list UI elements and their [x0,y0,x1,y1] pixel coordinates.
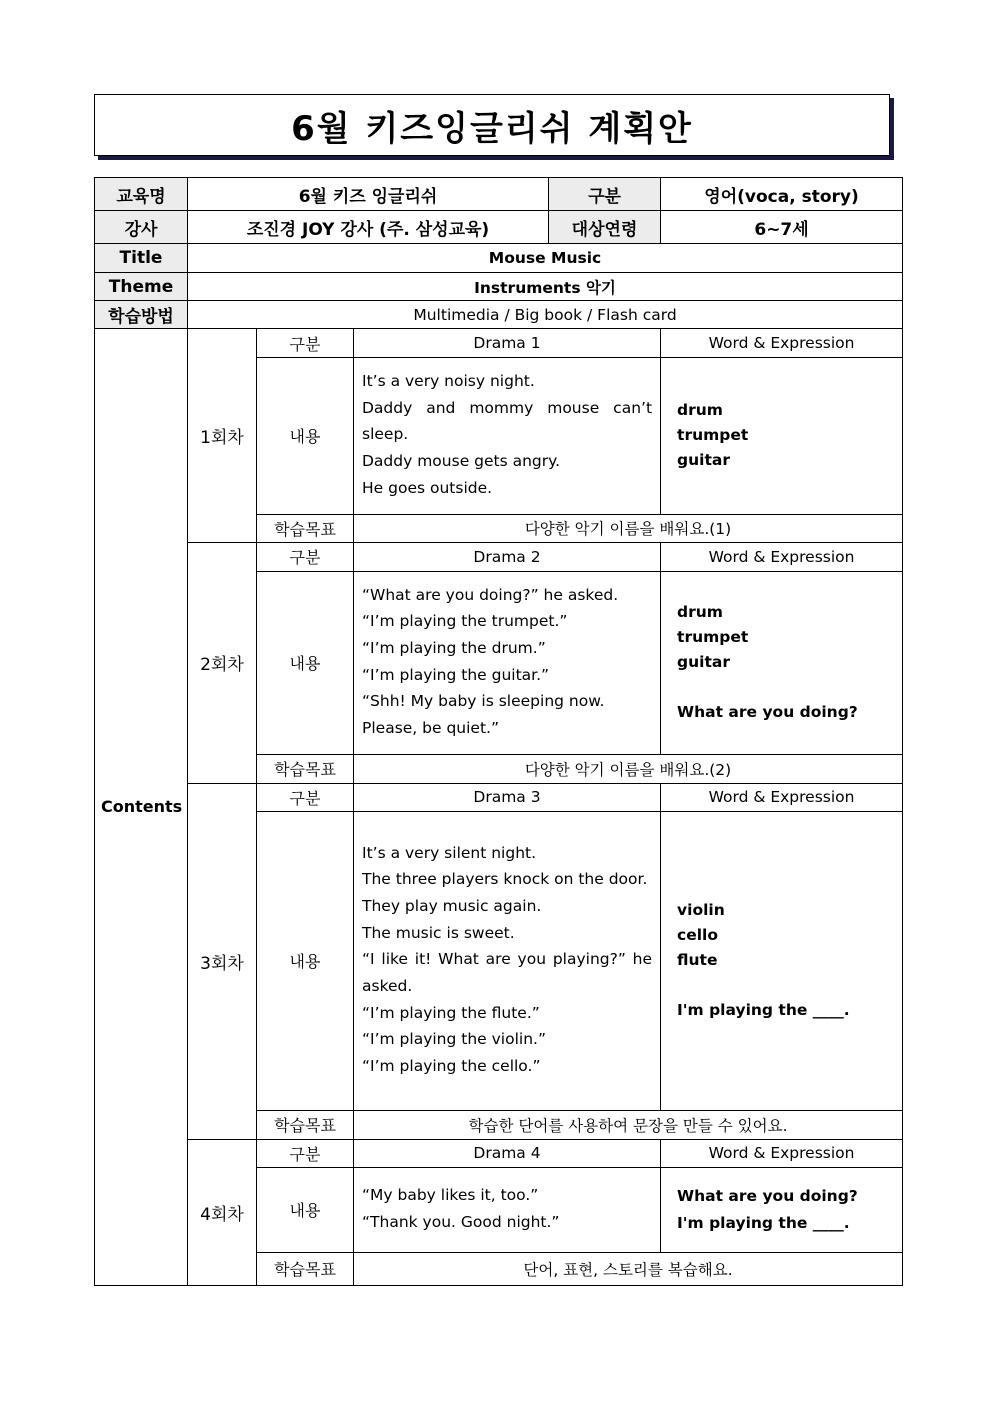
story-line: Daddy mouse gets angry. [362,452,561,471]
page-title: 6월 키즈잉글리쉬 계획안 [94,94,890,156]
teacher-value: 조진경 JOY 강사 (주. 삼성교육) [188,211,549,244]
method-label: 학습방법 [95,301,188,329]
title-row [95,244,903,273]
expression-item: What are you doing? [677,703,858,722]
session-1-words-header: Word & Expression [661,329,903,358]
word-item: guitar [677,451,730,470]
session-1-drama: Drama 1 [354,329,661,358]
session-3-category-label: 구분 [257,783,354,811]
title-value: Mouse Music [188,244,903,273]
word-item: cello [677,926,719,945]
session-3-words [661,811,903,1110]
story-line: He goes outside. [362,478,493,497]
session-2-goal-label: 학습목표 [257,754,354,783]
session-3-drama: Drama 3 [354,783,661,811]
story-line: Please, be quiet.” [362,719,499,738]
story-line: It’s a very noisy night. [362,372,535,390]
theme-value: Instruments 악기 [188,273,903,301]
session-4-name: 4회차 [188,1139,257,1285]
session-1-story [354,358,661,515]
session-2-category-label: 구분 [257,542,354,571]
story-line: The three players knock on the door. [362,870,648,889]
teacher-row [95,211,903,244]
expression-item: I'm playing the ____. [677,1001,850,1020]
session-2-words-header: Word & Expression [661,542,903,571]
story-line: “I’m playing the flute.” [362,1003,540,1022]
session-3-words-header: Word & Expression [661,783,903,811]
course-label: 교육명 [95,178,188,211]
session-2-header-row [95,542,903,571]
age-value: 6~7세 [661,211,903,244]
word-item: violin [677,901,725,920]
story-line: “I’m playing the cello.” [362,1057,541,1076]
theme-label: Theme [95,273,188,301]
word-item: drum [677,603,723,622]
session-4-words-header: Word & Expression [661,1139,903,1167]
session-1-goal-label: 학습목표 [257,514,354,542]
session-2-words [661,571,903,754]
age-label: 대상연령 [549,211,661,244]
story-line: The music is sweet. [362,923,515,942]
story-line: “I’m playing the drum.” [362,638,546,657]
theme-row [95,273,903,301]
story-line: “I like it! What are you playing?” he asked. [362,950,653,996]
session-4-content-label: 내용 [257,1167,354,1252]
word-item: guitar [677,653,730,672]
contents-label: Contents [95,329,188,1286]
session-3-goal-label: 학습목표 [257,1110,354,1139]
session-1-category-label: 구분 [257,329,354,358]
word-item: trumpet [677,426,749,445]
story-line: “I’m playing the violin.” [362,1030,546,1049]
lesson-plan-table [94,177,903,1286]
session-1-name: 1회차 [188,329,257,543]
session-3-header-row [95,783,903,811]
word-item: trumpet [677,628,749,647]
category-label: 구분 [549,178,661,211]
expression-item: What are you doing? [677,1186,858,1205]
title-label: Title [95,244,188,273]
story-line: “Thank you. Good night.” [362,1212,560,1231]
category-value: 영어(voca, story) [661,178,903,211]
session-1-header-row [95,329,903,358]
session-2-goal: 다양한 악기 이름을 배워요.(2) [354,754,903,783]
session-1-words [661,358,903,515]
session-4-drama: Drama 4 [354,1139,661,1167]
story-line: “What are you doing?” he asked. [362,585,619,604]
story-line: “I’m playing the guitar.” [362,665,550,684]
session-4-story [354,1167,661,1252]
method-row [95,301,903,329]
session-3-content-label: 내용 [257,811,354,1110]
story-line: “I’m playing the trumpet.” [362,612,568,631]
teacher-label: 강사 [95,211,188,244]
word-item: drum [677,401,723,420]
course-row [95,178,903,211]
session-1-content-label: 내용 [257,358,354,515]
session-3-story [354,811,661,1110]
session-4-header-row [95,1139,903,1167]
method-value: Multimedia / Big book / Flash card [188,301,903,329]
expression-item: I'm playing the ____. [677,1213,850,1232]
word-item: flute [677,951,718,970]
session-2-story [354,571,661,754]
story-line: They play music again. [362,896,542,915]
session-4-category-label: 구분 [257,1139,354,1167]
story-line: Daddy and mommy mouse can’t sleep. [362,398,653,444]
session-4-goal: 단어, 표현, 스토리를 복습해요. [354,1252,903,1285]
course-value: 6월 키즈 잉글리쉬 [188,178,549,211]
story-line: “Shh! My baby is sleeping now. [362,692,605,711]
session-2-drama: Drama 2 [354,542,661,571]
session-2-content-label: 내용 [257,571,354,754]
session-4-goal-label: 학습목표 [257,1252,354,1285]
session-3-goal: 학습한 단어를 사용하여 문장을 만들 수 있어요. [354,1110,903,1139]
session-3-name: 3회차 [188,783,257,1139]
session-4-words [661,1167,903,1252]
session-2-name: 2회차 [188,542,257,783]
session-1-goal: 다양한 악기 이름을 배워요.(1) [354,514,903,542]
story-line: It’s a very silent night. [362,843,537,862]
story-line: “My baby likes it, too.” [362,1186,539,1205]
